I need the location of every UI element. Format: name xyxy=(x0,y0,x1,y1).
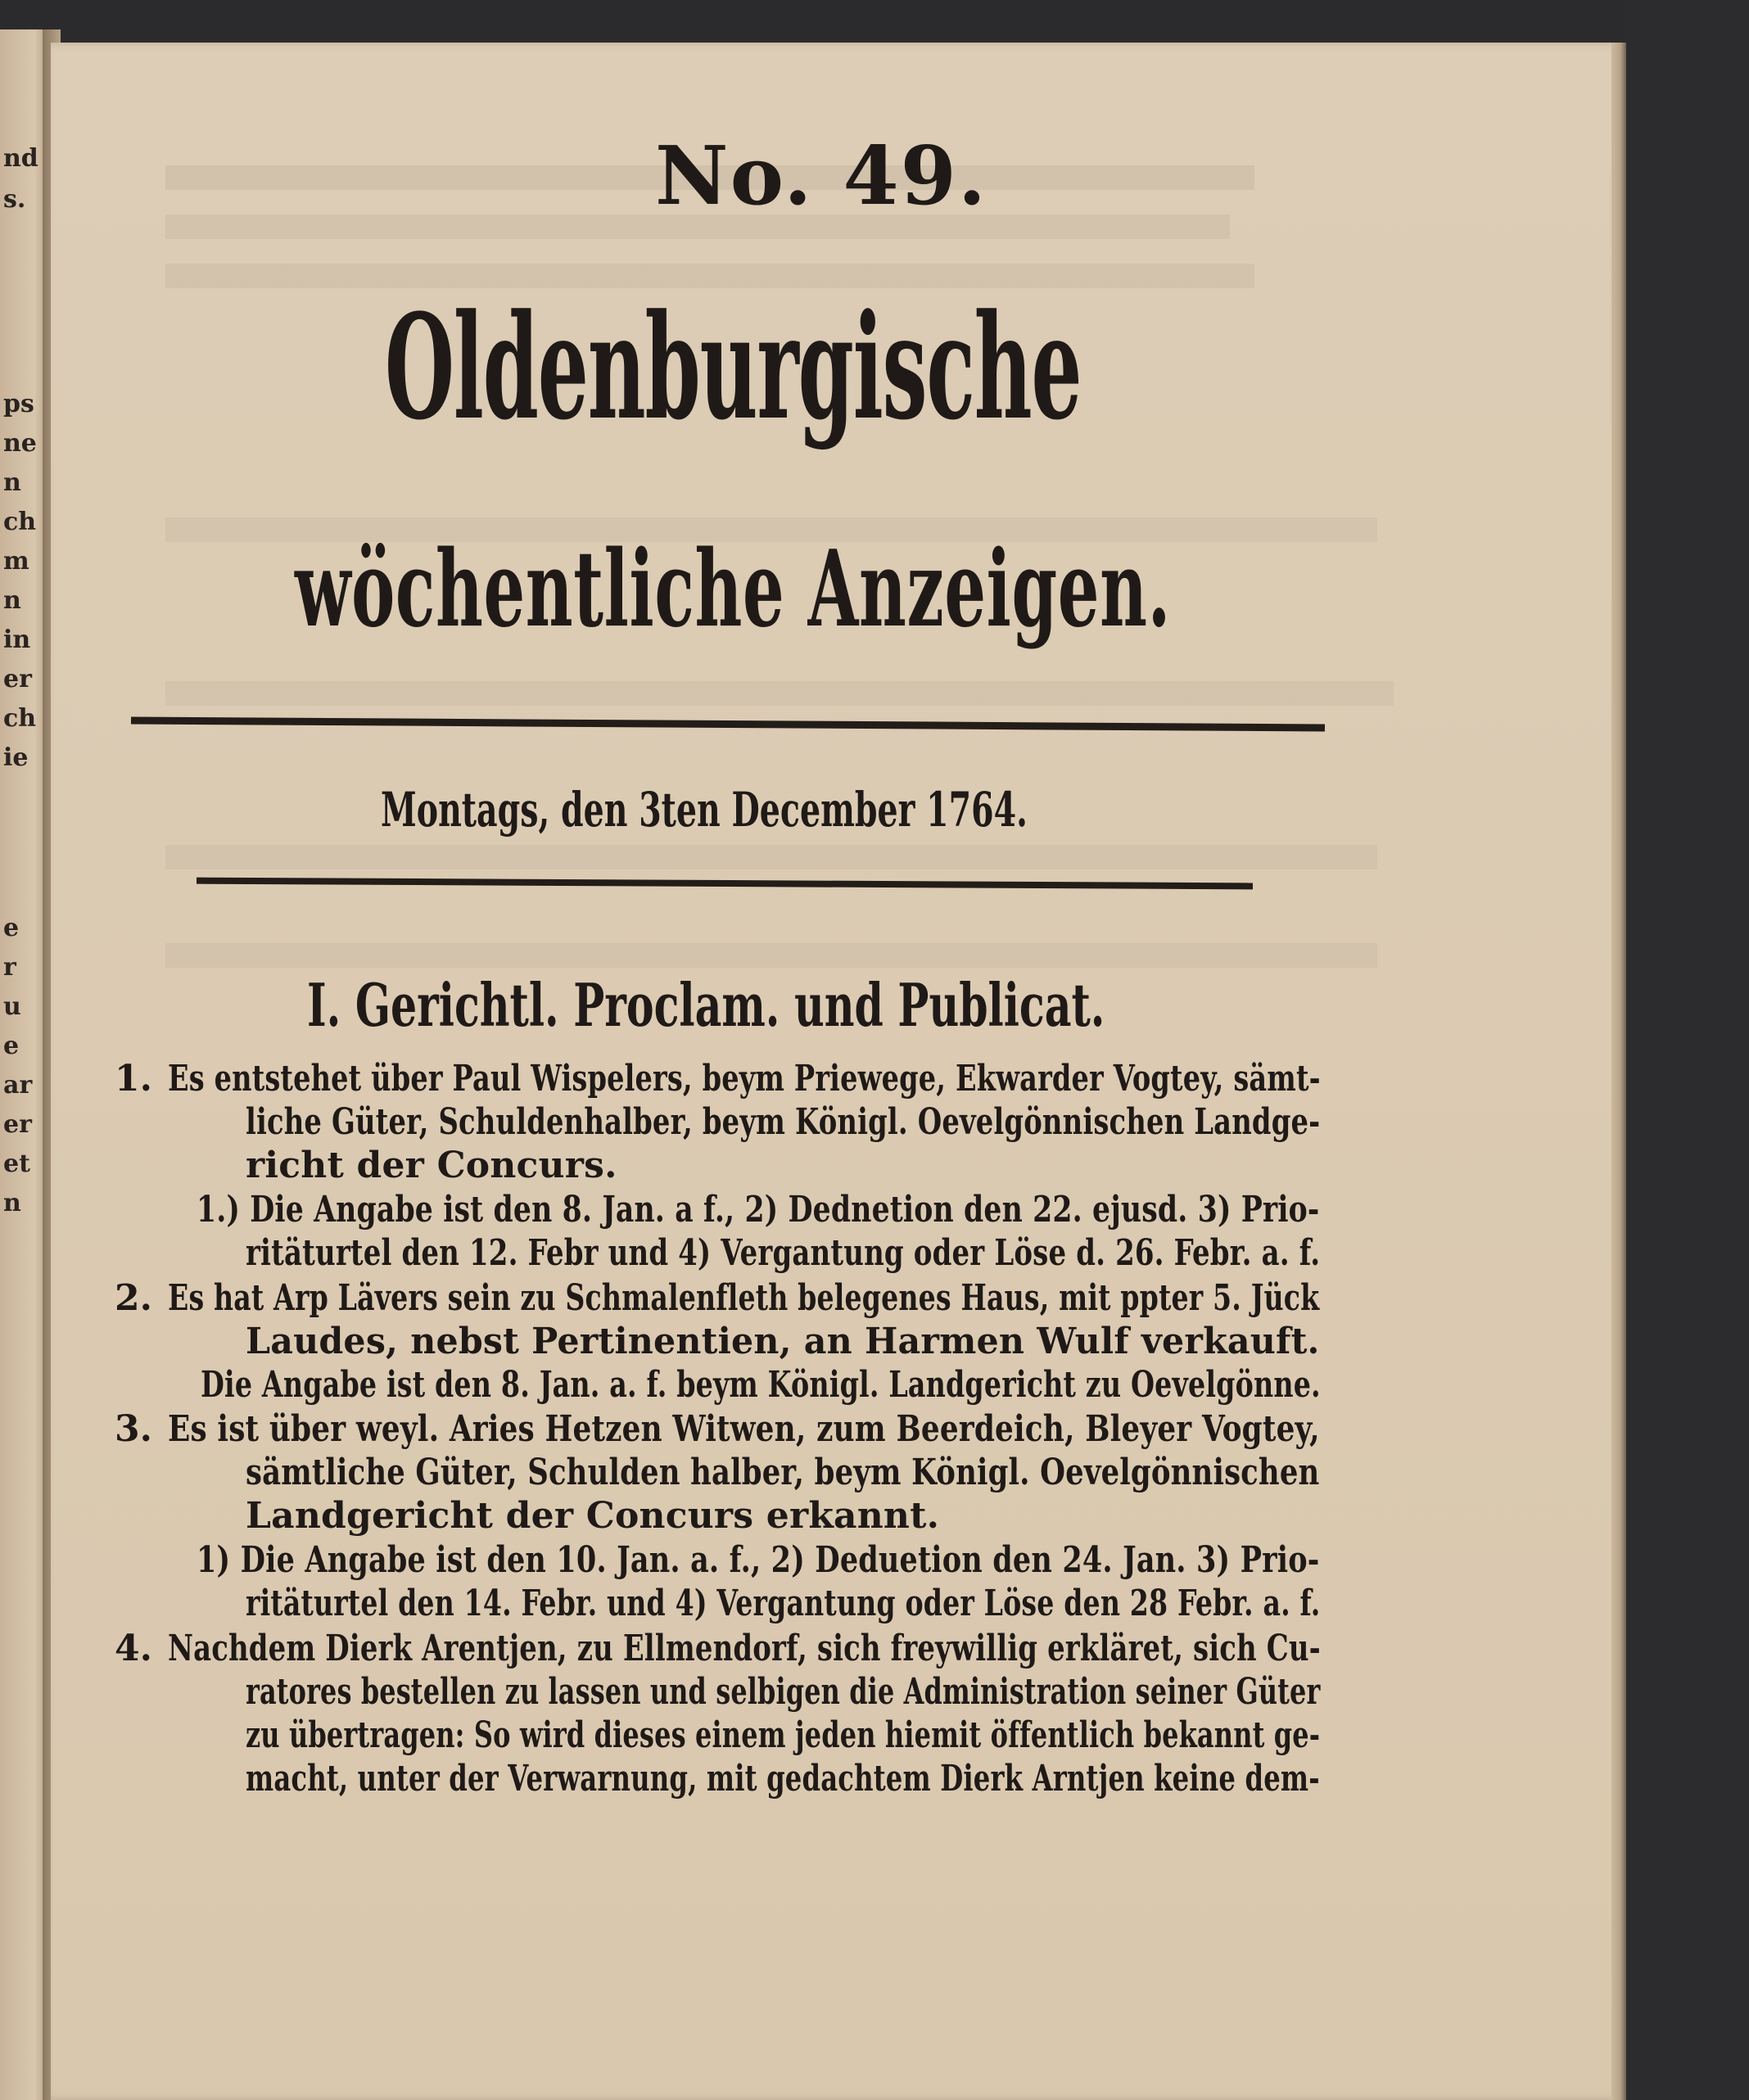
entry-note: ritäturtel den 14. Febr. und 4) Vergantung oder Löse den 28 Febr. a. f. xyxy=(246,1583,1321,1624)
facing-page-fragment: ne xyxy=(3,429,37,458)
facing-page-fragment: ch xyxy=(3,704,37,733)
facing-page xyxy=(0,29,49,2100)
entry-line: liche Güter, Schuldenhalber, beym Königl. Oevelgönnischen Landge- xyxy=(246,1101,1321,1143)
facing-page-fragment: ie xyxy=(3,743,29,772)
section-heading: I. Gerichtl. Proclam. und Publicat. xyxy=(307,970,1105,1040)
entry-line: zu übertragen: So wird dieses einem jeden hiemit öffentlich bekannt ge- xyxy=(246,1714,1321,1756)
show-through-texture xyxy=(165,943,1377,968)
facing-page-fragment: s. xyxy=(3,185,26,214)
masthead-subtitle: wöchentliche Anzeigen. xyxy=(295,528,1171,651)
entry-line: richt der Concurs. xyxy=(246,1145,617,1186)
facing-page-fragment: er xyxy=(3,665,32,693)
facing-page-fragment: e xyxy=(3,1032,20,1060)
facing-page-fragment: nd xyxy=(3,144,38,173)
facing-page-fragment: er xyxy=(3,1110,32,1139)
facing-page-fragment: et xyxy=(3,1149,30,1178)
entry-line: sämtliche Güter, Schulden halber, beym Königl. Oevelgönnischen xyxy=(246,1452,1320,1493)
facing-page-fragment: ps xyxy=(3,390,34,418)
entry-line: Es entstehet über Paul Wispelers, beym Priewege, Ekwarder Vogtey, sämt- xyxy=(168,1058,1321,1100)
entry-line: Es ist über weyl. Aries Hetzen Witwen, zum Beerdeich, Bleyer Vogtey, xyxy=(168,1408,1320,1450)
entry-note: 1) Die Angabe ist den 10. Jan. a. f., 2) Deduetion den 24. Jan. 3) Prio- xyxy=(197,1539,1320,1581)
entry-number: 1. xyxy=(115,1058,152,1100)
entry-number: 3. xyxy=(115,1408,152,1450)
facing-page-fragment: n xyxy=(3,468,21,497)
show-through-texture xyxy=(165,681,1394,706)
facing-page-fragment: ch xyxy=(3,508,37,536)
entry-line: Laudes, nebst Pertinentien, an Harmen Wulf verkauft. xyxy=(246,1321,1320,1362)
facing-page-fragment: in xyxy=(3,625,31,654)
entry-line: ratores bestellen zu lassen und selbigen die Administration seiner Güter xyxy=(246,1671,1321,1713)
entry-line: Landgericht der Concurs erkannt. xyxy=(246,1495,940,1537)
entry-note: 1.) Die Angabe ist den 8. Jan. a f., 2) Dednetion den 22. ejusd. 3) Prio- xyxy=(197,1189,1320,1231)
entry-line: macht, unter der Verwarnung, mit gedachtem Dierk Arntjen keine dem- xyxy=(246,1758,1320,1800)
page-edge xyxy=(1611,43,1626,2100)
issue-number: No. 49. xyxy=(655,129,987,224)
facing-page-fragment: r xyxy=(3,953,16,982)
masthead-title: Oldenburgische xyxy=(385,282,1082,452)
facing-page-fragment: u xyxy=(3,992,21,1021)
entry-note: Die Angabe ist den 8. Jan. a. f. beym Königl. Landgericht zu Oevelgönne. xyxy=(201,1364,1321,1406)
entry-number: 4. xyxy=(115,1628,152,1669)
entry-number: 2. xyxy=(115,1277,152,1319)
facing-page-fragment: n xyxy=(3,586,21,615)
scanner-background xyxy=(1625,0,1749,2100)
show-through-texture xyxy=(165,845,1377,869)
facing-page-fragment: n xyxy=(3,1189,21,1217)
entry-line: Es hat Arp Lävers sein zu Schmalenfleth belegenes Haus, mit ppter 5. Jück xyxy=(168,1277,1320,1319)
issue-date: Montags, den 3ten December 1764. xyxy=(381,782,1028,838)
entry-line: Nachdem Dierk Arentjen, zu Ellmendorf, sich freywillig erkläret, sich Cu- xyxy=(168,1628,1321,1669)
facing-page-fragment: m xyxy=(3,547,29,576)
facing-page-fragment: e xyxy=(3,914,20,942)
entry-note: ritäturtel den 12. Febr und 4) Vergantung oder Löse d. 26. Febr. a. f. xyxy=(246,1232,1321,1274)
facing-page-fragment: ar xyxy=(3,1071,33,1100)
